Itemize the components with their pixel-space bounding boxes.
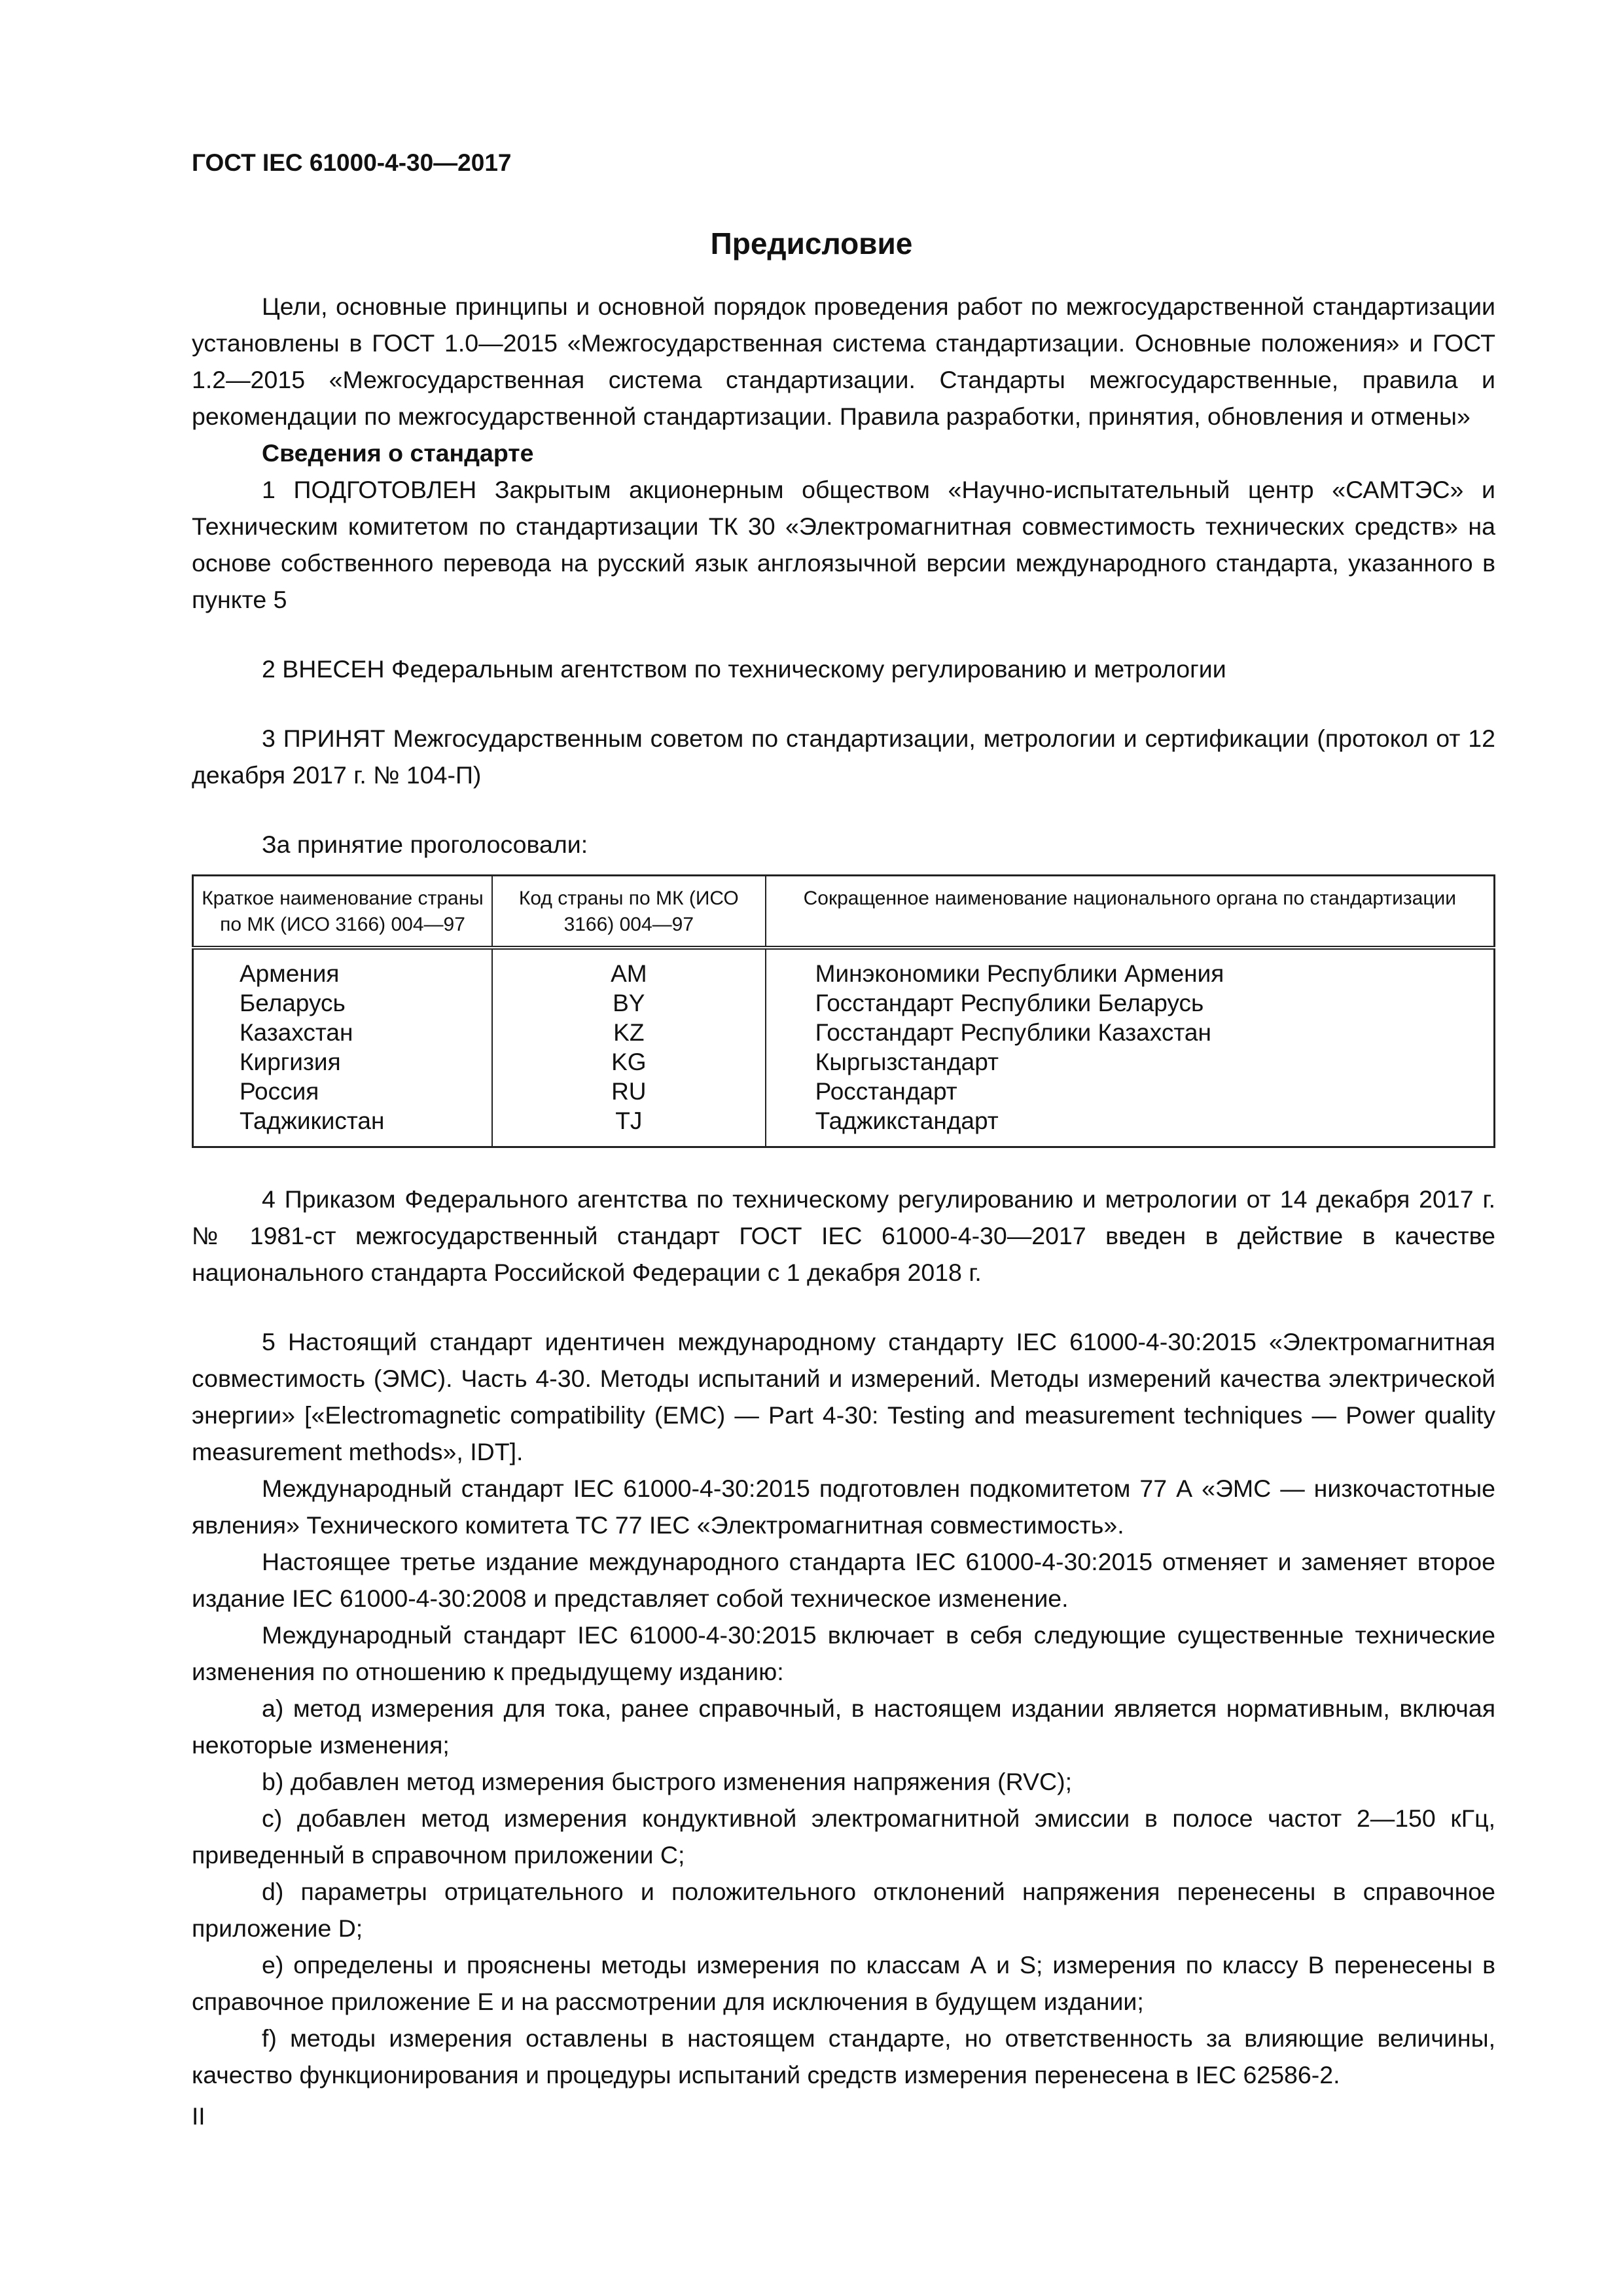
- column-header-code: Код страны по МК (ИСО 3166) 004—97: [492, 876, 766, 948]
- page-title: Предисловие: [710, 226, 913, 260]
- country-code: BY: [492, 988, 766, 1018]
- country-name: Беларусь: [240, 990, 346, 1016]
- country-name: Таджикистан: [240, 1107, 385, 1134]
- national-body: Госстандарт Республики Казахстан: [766, 1018, 1495, 1047]
- edition-paragraph: Настоящее третье издание международного стандарта IEC 61000-4-30:2015 отменяет и заменяет второе издание IEC 61000-4-30:2008 и представляет собой техническое изменение.: [192, 1548, 1495, 1612]
- change-item-b: b) добавлен метод измерения быстрого изменения напряжения (RVC);: [262, 1768, 1072, 1795]
- item-2-paragraph: 2 ВНЕСЕН Федеральным агентством по техническому регулированию и метрологии: [262, 655, 1226, 683]
- column-header-organization: Сокращенное наименование национального органа по стандартизации: [766, 876, 1495, 948]
- country-code: KG: [492, 1047, 766, 1077]
- national-body: Кыргызстандарт: [766, 1047, 1495, 1077]
- column-header-country: Краткое наименование страны по МК (ИСО 3166) 004—97: [193, 876, 492, 948]
- change-item-d: d) параметры отрицательного и положительного отклонений напряжения перенесены в справочное приложение D;: [192, 1878, 1495, 1942]
- table-row: [193, 1047, 1495, 1077]
- national-body: Госстандарт Республики Беларусь: [766, 988, 1495, 1018]
- item-4-paragraph: 4 Приказом Федерального агентства по техническому регулированию и метрологии от 14 декабря 2017 г. № 1981-ст межгосударственный стандарт ГОСТ IEC 61000-4-30—2017 введен в действие в качестве национального стандарта Российской Федерации с 1 декабря 2018 г.: [192, 1185, 1495, 1286]
- country-name: Россия: [240, 1078, 319, 1105]
- item-1-paragraph: 1 ПОДГОТОВЛЕН Закрытым акционерным обществом «Научно-испытательный центр «САМТЭС» и Техническим комитетом по стандартизации ТК 30 «Электромагнитная совместимость технических средств» на основе собственного перевода на русский язык англоязычной версии международного стандарта, указанного в пункте 5: [192, 476, 1495, 613]
- country-name: Казахстан: [240, 1019, 353, 1046]
- intro-paragraph: Цели, основные принципы и основной порядок проведения работ по межгосударственной стандартизации установлены в ГОСТ 1.0—2015 «Межгосударственная система стандартизации. Основные положения» и ГОСТ 1.2—2015 «Межгосударственная система стандартизации. Стандарты межгосударственные, правила и рекомендации по межгосударственной стандартизации. Правила разработки, принятия, обновления и отмены»: [192, 293, 1495, 430]
- vote-label: За принятие проголосовали:: [262, 831, 588, 858]
- country-name: Киргизия: [240, 1049, 341, 1075]
- country-code: KZ: [492, 1018, 766, 1047]
- change-item-a: a) метод измерения для тока, ранее справочный, в настоящем издании является нормативным, включая некоторые изменения;: [192, 1695, 1495, 1759]
- change-item-f: f) методы измерения оставлены в настоящем стандарте, но ответственность за влияющие величины, качество функционирования и процедуры испытаний средств измерения перенесена в IEC 62586-2.: [192, 2024, 1495, 2089]
- change-item-e: e) определены и прояснены методы измерения по классам А и S; измерения по классу В перенесены в справочное приложение Е и на рассмотрении для исключения в будущем издании;: [192, 1951, 1495, 2015]
- subcommittee-paragraph: Международный стандарт IEC 61000-4-30:2015 подготовлен подкомитетом 77 А «ЭМС — низкочастотные явления» Технического комитета ТС 77 IEC «Электромагнитная совместимость».: [192, 1475, 1495, 1539]
- table-row: [193, 1018, 1495, 1047]
- changes-intro-paragraph: Международный стандарт IEC 61000-4-30:2015 включает в себя следующие существенные технические изменения по отношению к предыдущему изданию:: [192, 1621, 1495, 1685]
- table-header-row: [193, 876, 1495, 948]
- national-body: Росстандарт: [766, 1077, 1495, 1106]
- country-name: Армения: [240, 960, 340, 987]
- table-row: [193, 988, 1495, 1018]
- table-row: [193, 1077, 1495, 1106]
- country-code: AM: [492, 948, 766, 988]
- country-code: RU: [492, 1077, 766, 1106]
- change-item-c: c) добавлен метод измерения кондуктивной электромагнитной эмиссии в полосе частот 2—150 кГц, приведенный в справочном приложении С;: [192, 1804, 1495, 1869]
- standard-header: ГОСТ IEC 61000-4-30—2017: [192, 149, 512, 176]
- national-body: Таджикстандарт: [766, 1106, 1495, 1147]
- item-3-paragraph: 3 ПРИНЯТ Межгосударственным советом по стандартизации, метрологии и сертификации (протокол от 12 декабря 2017 г. № 104-П): [192, 725, 1495, 789]
- content-body: [192, 288, 1495, 2093]
- page-number: II: [192, 2103, 205, 2130]
- table-row: [193, 1106, 1495, 1147]
- table-row: [193, 948, 1495, 988]
- country-code: TJ: [492, 1106, 766, 1147]
- item-5-paragraph: 5 Настоящий стандарт идентичен международному стандарту IEC 61000-4-30:2015 «Электромагнитная совместимость (ЭМС). Часть 4-30. Методы испытаний и измерений. Методы измерений качества электрической энергии» [«Electromagnetic compatibility (EMC) — Part 4-30: Testing and measurement techniques — Power quality measurement methods», IDT].: [192, 1328, 1495, 1465]
- national-body: Минэкономики Республики Армения: [766, 948, 1495, 988]
- voting-countries-table: [192, 874, 1495, 1148]
- section-heading: Сведения о стандарте: [262, 439, 534, 467]
